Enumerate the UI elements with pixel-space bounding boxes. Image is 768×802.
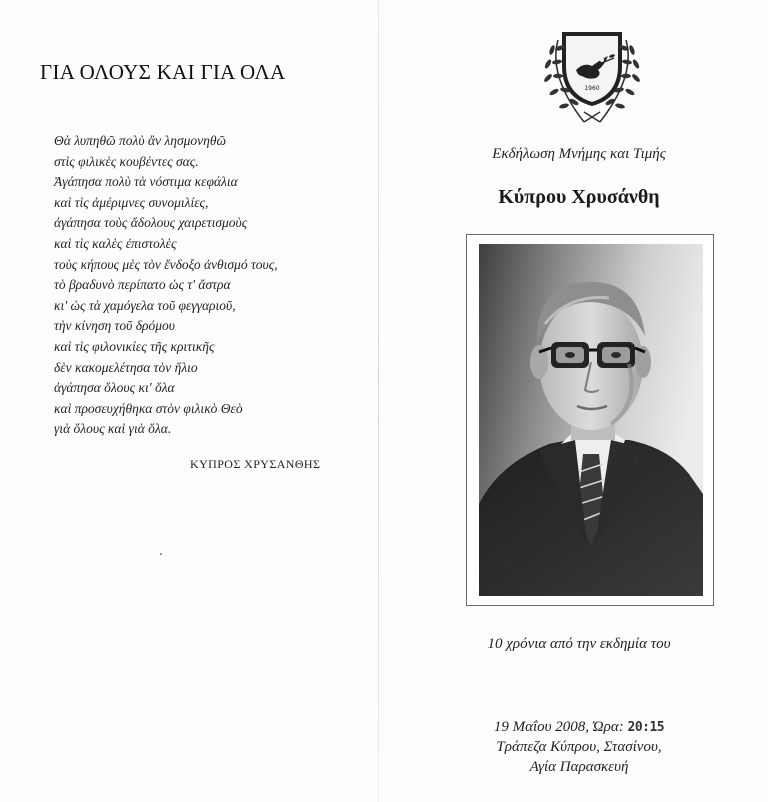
event-date: 19 Μαΐου 2008, Ώρα:: [493, 719, 624, 735]
poem-line: Ἀγάπησα πολὺ τὰ νόστιμα κεφάλια: [54, 174, 238, 190]
event-details: [390, 717, 768, 777]
poem-line: καὶ τὶς καλὲς ἐπιστολὲς: [54, 235, 177, 251]
paper-speck: [160, 553, 162, 555]
poem-line: τὴν κίνηση τοῦ δρόμου: [54, 318, 175, 334]
poem-line: ἀγάπησα ὅλους κι' ὅλα: [54, 380, 175, 396]
event-location: Αγία Παρασκευή: [529, 759, 629, 775]
event-title: Εκδήλωση Μνήμης και Τιμής: [492, 146, 666, 162]
cyprus-coat-of-arms-icon: [540, 26, 644, 128]
portrait-photo: [479, 244, 703, 596]
poem-line: Θὰ λυπηθῶ πολὺ ἂν λησμονηθῶ: [54, 133, 226, 148]
poem: [54, 131, 354, 440]
emblem-year: 1960: [584, 85, 600, 92]
poem-line: κι' ὡς τὰ χαμόγελα τοῦ φεγγαριοῦ,: [54, 297, 236, 313]
fold-line: [378, 0, 379, 802]
poem-line: τοὺς κήπους μὲς τὸν ἔνδοξο ἀνθισμό τους,: [54, 256, 278, 272]
photo-frame: [466, 234, 714, 606]
anniversary-text: 10 χρόνια από την εκδημία του: [487, 636, 671, 652]
poem-line: καὶ προσευχήθηκα στὸν φιλικὸ Θεὸ: [54, 400, 243, 416]
poem-line: καὶ τὶς φιλονικίες τῆς κριτικῆς: [54, 338, 215, 354]
event-time: 20:15: [627, 720, 665, 735]
poem-line: ἀγάπησα τοὺς ἄδολους χαιρετισμοὺς: [54, 215, 248, 231]
poem-line: δὲν κακομελέτησα τὸν ἥλιο: [54, 359, 198, 375]
person-name: Κύπρου Χρυσάνθη: [498, 186, 660, 208]
poem-line: στὶς φιλικὲς κουβέντες σας.: [54, 153, 199, 169]
poem-line: καὶ τὶς ἀμέριμνες συνομιλίες,: [54, 194, 209, 210]
event-venue: Τράπεζα Κύπρου, Στασίνου,: [496, 739, 662, 755]
poem-author: ΚΥΠΡΟΣ ΧΡΥΣΑΝΘΗΣ: [190, 457, 321, 471]
event-datetime: [390, 717, 768, 737]
poem-title: ΓΙΑ ΟΛΟΥΣ ΚΑΙ ΓΙΑ ΟΛΑ: [40, 60, 286, 84]
poem-line: τὸ βραδυνὸ περίπατο ὡς τ' ἄστρα: [54, 277, 231, 293]
poem-line: γιὰ ὅλους καὶ γιὰ ὅλα.: [54, 421, 172, 437]
